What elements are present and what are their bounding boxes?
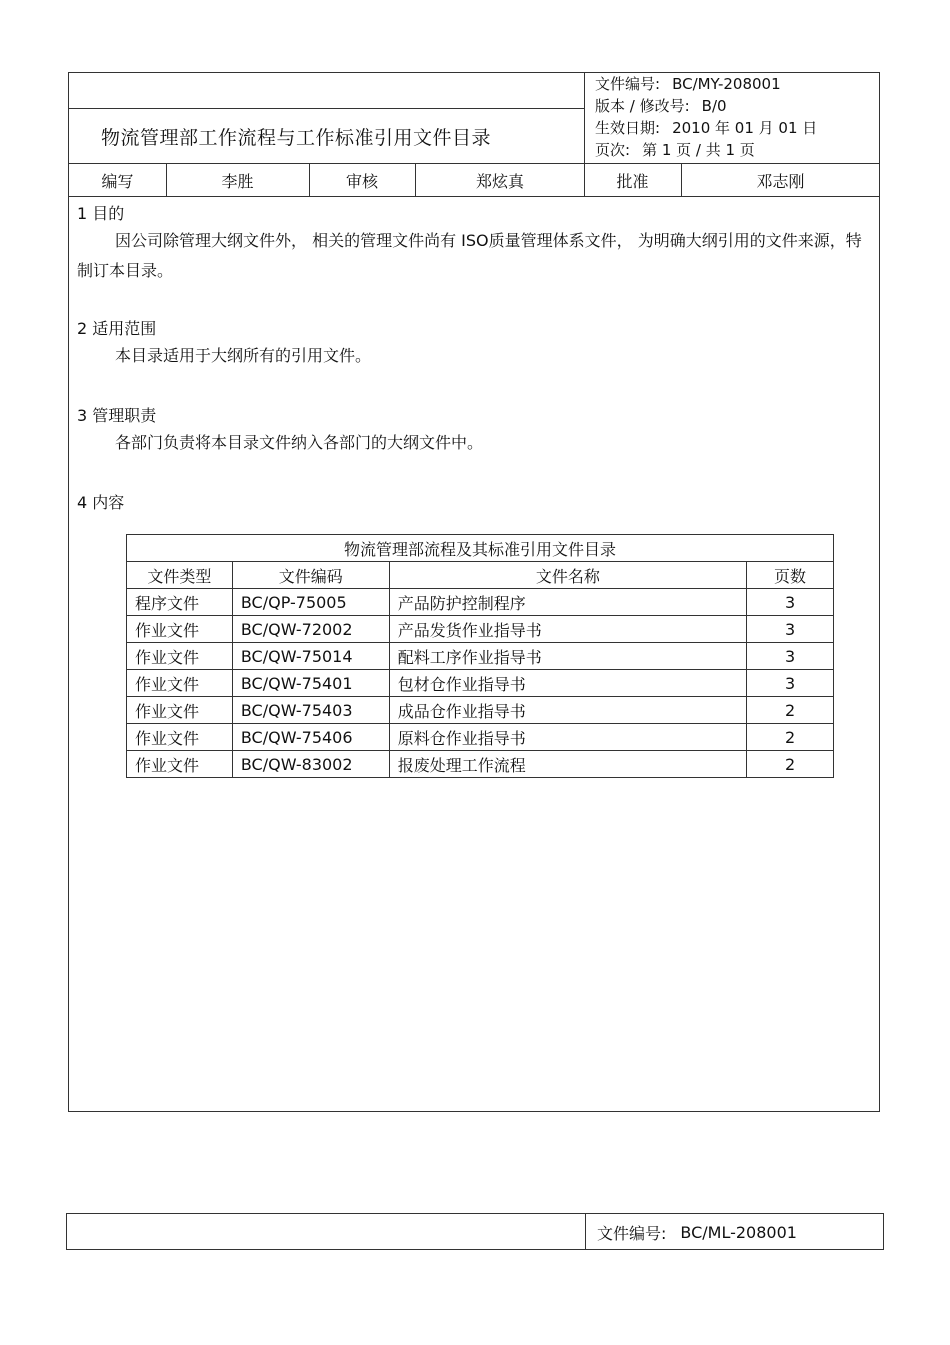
footer-doc-number-label: 文件编号: [597,1224,667,1243]
footer-doc-number-value: BC/ML-208001 [680,1223,797,1242]
document-frame [68,72,880,1112]
document-meta [595,73,875,161]
approved-by: 邓志刚 [756,171,805,191]
table-cell: 产品发货作业指导书 [389,616,746,643]
table-cell: 作业文件 [127,616,233,643]
table-row [127,751,834,778]
table-cell: 2 [747,697,834,724]
section-heading: 2 适用范围 [77,319,157,338]
table-cell: 2 [747,724,834,751]
doc-number-row [595,73,875,95]
table-cell: 2 [747,751,834,778]
prepared-by: 李胜 [221,171,254,191]
table-cell: 3 [747,589,834,616]
reviewed-by: 郑炫真 [475,171,524,191]
table-cell: BC/QW-72002 [232,616,389,643]
table-cell: BC/QW-75014 [232,643,389,670]
table-cell: BC/QW-75406 [232,724,389,751]
table-cell: 作业文件 [127,643,233,670]
table-row [127,670,834,697]
table-cell: 3 [747,643,834,670]
table-cell: 作业文件 [127,724,233,751]
doc-number-label: 文件编号: [595,75,661,93]
approved-label: 批准 [616,171,649,191]
header-blank-cell [69,73,585,109]
table-cell: 3 [747,670,834,697]
table-cell: 原料仓作业指导书 [389,724,746,751]
page-row [595,139,875,161]
table-row [127,697,834,724]
column-header: 文件类型 [127,562,233,589]
table-cell: 作业文件 [127,670,233,697]
table-row [127,616,834,643]
version-label: 版本 / 修改号: [595,97,690,115]
doc-number: BC/MY-208001 [672,75,781,93]
effective-date-label: 生效日期: [595,119,661,137]
column-header: 文件编码 [232,562,389,589]
table-cell: 程序文件 [127,589,233,616]
table-header-row [127,562,834,589]
section-heading: 1 目的 [77,204,125,223]
page-label: 页次: [595,141,631,159]
table-row [127,724,834,751]
version-row [595,95,875,117]
footer-doc-number [597,1214,797,1251]
signoff-separator [69,196,879,197]
table-row [127,589,834,616]
table-cell: BC/QW-75401 [232,670,389,697]
section-text-content: 本目录适用于大纲所有的引用文件。 [115,346,372,365]
page-value: 第 1 页 / 共 1 页 [642,141,755,159]
table-cell: 配料工序作业指导书 [389,643,746,670]
section-text [77,226,865,286]
table-cell: BC/QW-75403 [232,697,389,724]
section-text-content: 各部门负责将本目录文件纳入各部门的大纲文件中。 [115,433,484,452]
table-row [127,643,834,670]
section-text [77,341,865,371]
table-caption-row [127,535,834,562]
column-header: 页数 [747,562,834,589]
reference-table [126,534,834,778]
document-title: 物流管理部工作流程与工作标准引用文件目录 [101,126,492,149]
section-text [77,428,865,458]
table-cell: 3 [747,616,834,643]
table-cell: 产品防护控制程序 [389,589,746,616]
table-cell: BC/QW-83002 [232,751,389,778]
section-heading: 3 管理职责 [77,406,157,425]
effective-date: 2010 年 01 月 01 日 [672,119,818,137]
footer-divider [585,1214,586,1249]
section-text-content: 因公司除管理大纲文件外， 相关的管理文件尚有 ISO质量管理体系文件， 为明确大纲引用的文件来源，特制订本目录。 [77,231,862,280]
table-cell: 成品仓作业指导书 [389,697,746,724]
version-value: B/0 [701,97,727,115]
table-cell: 作业文件 [127,697,233,724]
table-caption: 物流管理部流程及其标准引用文件目录 [127,535,834,562]
table-cell: BC/QP-75005 [232,589,389,616]
section-heading: 4 内容 [77,493,125,512]
table-cell: 报废处理工作流程 [389,751,746,778]
reviewed-label: 审核 [345,171,378,191]
column-header: 文件名称 [389,562,746,589]
effective-date-row [595,117,875,139]
table-cell: 包材仓作业指导书 [389,670,746,697]
table-cell: 作业文件 [127,751,233,778]
page-footer [66,1213,884,1250]
prepared-label: 编写 [101,171,134,191]
